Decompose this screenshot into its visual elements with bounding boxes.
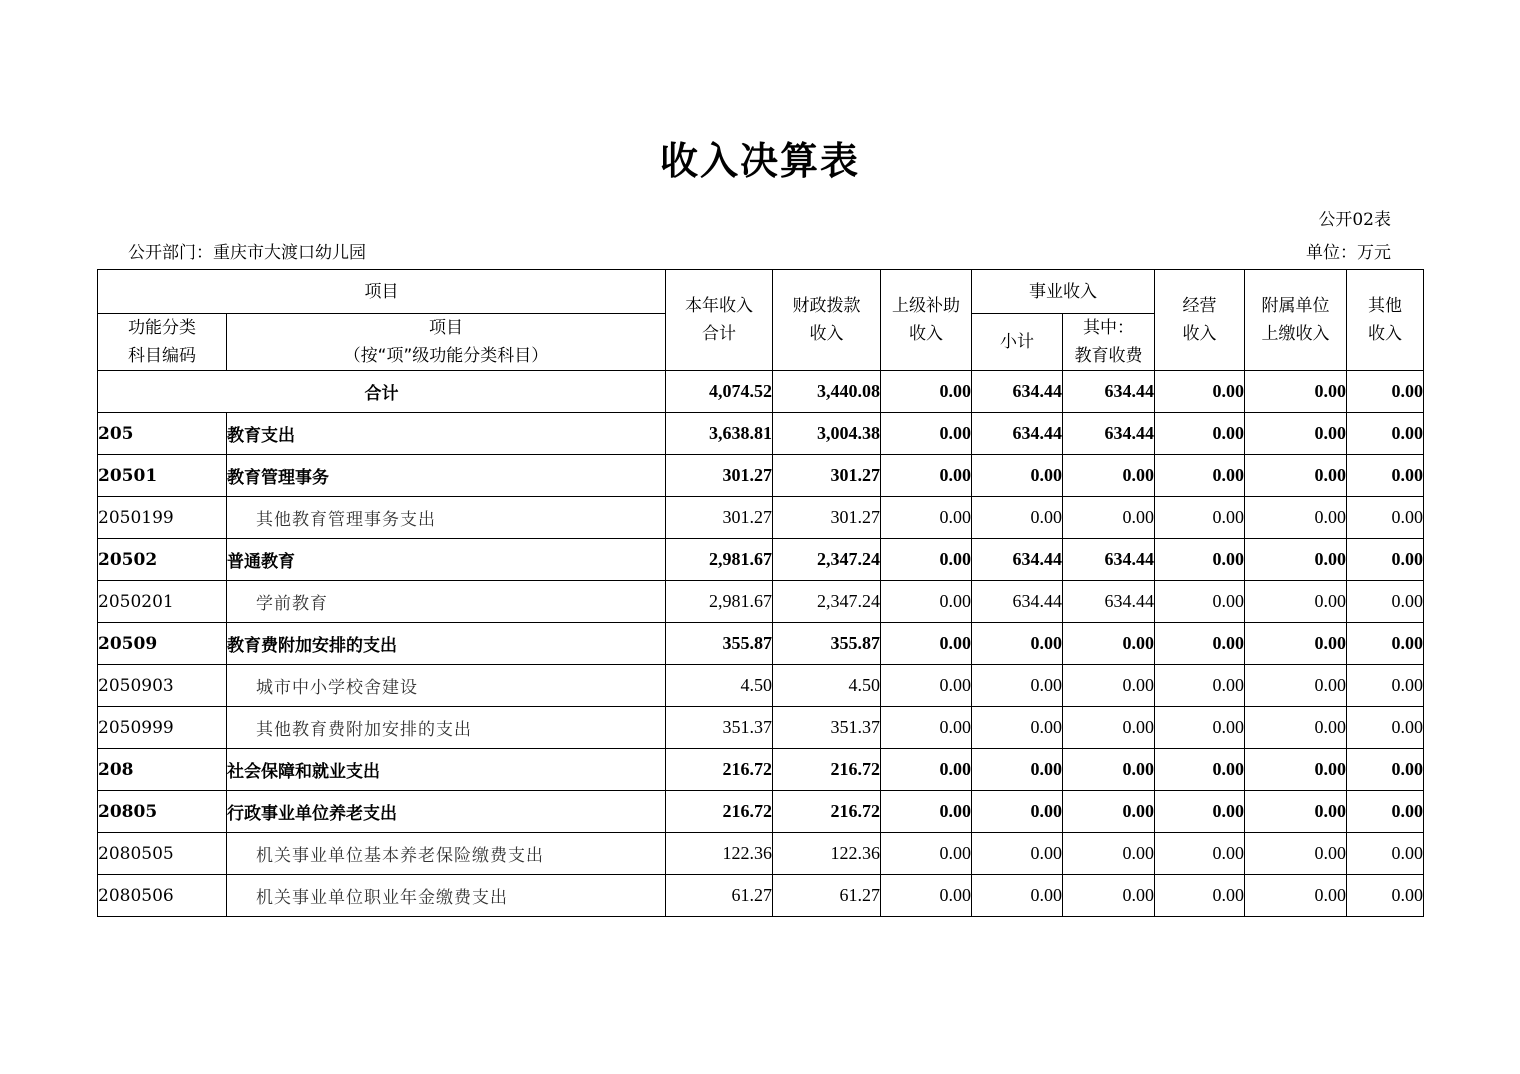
row-value: 0.00 bbox=[1063, 875, 1155, 917]
row-value: 0.00 bbox=[1245, 875, 1347, 917]
total-cell: 634.44 bbox=[1063, 371, 1155, 413]
row-value: 0.00 bbox=[1347, 707, 1424, 749]
header-affiliated-income: 附属单位 上缴收入 bbox=[1245, 270, 1347, 371]
row-value: 0.00 bbox=[881, 875, 972, 917]
income-table bbox=[97, 269, 1424, 917]
row-value: 634.44 bbox=[972, 581, 1063, 623]
row-value: 0.00 bbox=[1347, 875, 1424, 917]
row-value: 0.00 bbox=[1245, 497, 1347, 539]
row-value: 0.00 bbox=[1245, 749, 1347, 791]
total-row bbox=[98, 371, 1424, 413]
row-value: 0.00 bbox=[1155, 749, 1245, 791]
row-value: 61.27 bbox=[773, 875, 881, 917]
row-value: 3,004.38 bbox=[773, 413, 881, 455]
row-value: 0.00 bbox=[1063, 749, 1155, 791]
header-superior-subsidy: 上级补助 收入 bbox=[881, 270, 972, 371]
total-cell: 4,074.52 bbox=[666, 371, 773, 413]
row-value: 0.00 bbox=[1347, 833, 1424, 875]
row-name: 机关事业单位职业年金缴费支出 bbox=[227, 875, 666, 917]
row-value: 0.00 bbox=[1155, 539, 1245, 581]
row-value: 301.27 bbox=[666, 455, 773, 497]
row-value: 0.00 bbox=[1347, 413, 1424, 455]
row-value: 351.37 bbox=[773, 707, 881, 749]
row-value: 0.00 bbox=[1063, 833, 1155, 875]
row-code: 2050999 bbox=[98, 707, 227, 749]
row-value: 0.00 bbox=[1245, 833, 1347, 875]
row-value: 0.00 bbox=[1155, 791, 1245, 833]
header-operating-income: 经营 收入 bbox=[1155, 270, 1245, 371]
total-cell: 0.00 bbox=[1347, 371, 1424, 413]
row-value: 0.00 bbox=[881, 581, 972, 623]
row-value: 0.00 bbox=[972, 665, 1063, 707]
row-name: 其他教育费附加安排的支出 bbox=[227, 707, 666, 749]
row-code: 2080506 bbox=[98, 875, 227, 917]
table-row bbox=[98, 413, 1424, 455]
row-code: 20502 bbox=[98, 539, 227, 581]
row-value: 0.00 bbox=[1347, 665, 1424, 707]
row-code: 205 bbox=[98, 413, 227, 455]
row-value: 0.00 bbox=[1063, 455, 1155, 497]
row-code: 2050903 bbox=[98, 665, 227, 707]
row-value: 0.00 bbox=[972, 623, 1063, 665]
row-value: 0.00 bbox=[1155, 581, 1245, 623]
row-value: 0.00 bbox=[972, 497, 1063, 539]
row-value: 0.00 bbox=[1347, 623, 1424, 665]
row-value: 0.00 bbox=[972, 455, 1063, 497]
table-row bbox=[98, 707, 1424, 749]
row-name: 教育支出 bbox=[227, 413, 666, 455]
row-value: 0.00 bbox=[972, 707, 1063, 749]
table-row bbox=[98, 791, 1424, 833]
total-label: 合计 bbox=[98, 371, 666, 413]
row-value: 0.00 bbox=[1245, 665, 1347, 707]
row-value: 0.00 bbox=[1063, 791, 1155, 833]
table-row bbox=[98, 581, 1424, 623]
row-value: 2,981.67 bbox=[666, 539, 773, 581]
total-cell: 634.44 bbox=[972, 371, 1063, 413]
row-value: 0.00 bbox=[881, 665, 972, 707]
row-value: 355.87 bbox=[773, 623, 881, 665]
header-other-income: 其他 收入 bbox=[1347, 270, 1424, 371]
row-value: 0.00 bbox=[1347, 581, 1424, 623]
row-value: 0.00 bbox=[881, 791, 972, 833]
table-row bbox=[98, 455, 1424, 497]
total-cell: 0.00 bbox=[1245, 371, 1347, 413]
row-value: 2,347.24 bbox=[773, 581, 881, 623]
table-row bbox=[98, 665, 1424, 707]
row-value: 216.72 bbox=[666, 791, 773, 833]
row-code: 2050199 bbox=[98, 497, 227, 539]
row-value: 3,638.81 bbox=[666, 413, 773, 455]
row-value: 0.00 bbox=[1245, 791, 1347, 833]
row-value: 0.00 bbox=[1245, 623, 1347, 665]
row-name: 其他教育管理事务支出 bbox=[227, 497, 666, 539]
row-value: 0.00 bbox=[1245, 539, 1347, 581]
header-edu-fee: 其中： 教育收费 bbox=[1063, 314, 1155, 371]
row-value: 0.00 bbox=[881, 623, 972, 665]
row-code: 2080505 bbox=[98, 833, 227, 875]
row-value: 0.00 bbox=[881, 539, 972, 581]
row-name: 教育管理事务 bbox=[227, 455, 666, 497]
row-name: 机关事业单位基本养老保险缴费支出 bbox=[227, 833, 666, 875]
header-business-income: 事业收入 bbox=[972, 270, 1155, 314]
row-name: 社会保障和就业支出 bbox=[227, 749, 666, 791]
header-item-name: 项目 （按“项”级功能分类科目） bbox=[227, 314, 666, 371]
row-value: 0.00 bbox=[881, 455, 972, 497]
row-name: 教育费附加安排的支出 bbox=[227, 623, 666, 665]
header-item: 项目 bbox=[98, 270, 666, 314]
table-row bbox=[98, 497, 1424, 539]
row-value: 0.00 bbox=[972, 749, 1063, 791]
row-value: 122.36 bbox=[666, 833, 773, 875]
row-value: 0.00 bbox=[972, 875, 1063, 917]
header-subtotal: 小计 bbox=[972, 314, 1063, 371]
row-value: 634.44 bbox=[972, 413, 1063, 455]
row-code: 20509 bbox=[98, 623, 227, 665]
table-number: 公开02表 bbox=[1318, 210, 1391, 230]
row-value: 0.00 bbox=[881, 749, 972, 791]
row-value: 0.00 bbox=[1155, 665, 1245, 707]
row-value: 351.37 bbox=[666, 707, 773, 749]
unit-label: 单位：万元 bbox=[1306, 243, 1391, 263]
table-row bbox=[98, 875, 1424, 917]
row-value: 0.00 bbox=[972, 791, 1063, 833]
row-value: 301.27 bbox=[773, 497, 881, 539]
row-value: 122.36 bbox=[773, 833, 881, 875]
row-value: 0.00 bbox=[1245, 707, 1347, 749]
row-value: 0.00 bbox=[1063, 707, 1155, 749]
row-value: 0.00 bbox=[1347, 791, 1424, 833]
row-value: 4.50 bbox=[666, 665, 773, 707]
row-value: 634.44 bbox=[1063, 413, 1155, 455]
row-value: 0.00 bbox=[881, 707, 972, 749]
page-title: 收入决算表 bbox=[659, 139, 860, 183]
row-value: 0.00 bbox=[1347, 539, 1424, 581]
row-value: 0.00 bbox=[1347, 455, 1424, 497]
row-value: 355.87 bbox=[666, 623, 773, 665]
header-function-code: 功能分类 科目编码 bbox=[98, 314, 227, 371]
row-value: 634.44 bbox=[1063, 581, 1155, 623]
row-value: 2,347.24 bbox=[773, 539, 881, 581]
row-value: 0.00 bbox=[1347, 749, 1424, 791]
total-cell: 3,440.08 bbox=[773, 371, 881, 413]
row-value: 0.00 bbox=[1063, 623, 1155, 665]
row-value: 634.44 bbox=[1063, 539, 1155, 581]
row-value: 4.50 bbox=[773, 665, 881, 707]
department-label: 公开部门：重庆市大渡口幼儿园 bbox=[128, 243, 366, 263]
row-value: 0.00 bbox=[1063, 665, 1155, 707]
row-value: 0.00 bbox=[1155, 497, 1245, 539]
row-value: 216.72 bbox=[773, 749, 881, 791]
row-code: 20805 bbox=[98, 791, 227, 833]
row-value: 61.27 bbox=[666, 875, 773, 917]
row-name: 城市中小学校舍建设 bbox=[227, 665, 666, 707]
row-value: 634.44 bbox=[972, 539, 1063, 581]
row-value: 0.00 bbox=[1063, 497, 1155, 539]
table-body bbox=[98, 371, 1424, 917]
row-value: 0.00 bbox=[1155, 623, 1245, 665]
row-value: 0.00 bbox=[1245, 413, 1347, 455]
row-value: 0.00 bbox=[1155, 413, 1245, 455]
header-fiscal-appropriation: 财政拨款 收入 bbox=[773, 270, 881, 371]
row-value: 0.00 bbox=[1245, 581, 1347, 623]
header-total-income: 本年收入 合计 bbox=[666, 270, 773, 371]
table-row bbox=[98, 623, 1424, 665]
row-name: 行政事业单位养老支出 bbox=[227, 791, 666, 833]
row-value: 216.72 bbox=[773, 791, 881, 833]
row-value: 0.00 bbox=[1155, 875, 1245, 917]
table-row bbox=[98, 749, 1424, 791]
row-value: 0.00 bbox=[881, 833, 972, 875]
row-code: 20501 bbox=[98, 455, 227, 497]
row-value: 216.72 bbox=[666, 749, 773, 791]
row-code: 2050201 bbox=[98, 581, 227, 623]
total-cell: 0.00 bbox=[881, 371, 972, 413]
row-code: 208 bbox=[98, 749, 227, 791]
table-row bbox=[98, 539, 1424, 581]
row-value: 301.27 bbox=[773, 455, 881, 497]
row-value: 0.00 bbox=[1155, 833, 1245, 875]
row-value: 0.00 bbox=[881, 497, 972, 539]
row-value: 0.00 bbox=[1245, 455, 1347, 497]
row-value: 0.00 bbox=[881, 413, 972, 455]
table-row bbox=[98, 833, 1424, 875]
total-cell: 0.00 bbox=[1155, 371, 1245, 413]
row-value: 2,981.67 bbox=[666, 581, 773, 623]
row-name: 普通教育 bbox=[227, 539, 666, 581]
row-value: 0.00 bbox=[1347, 497, 1424, 539]
row-value: 0.00 bbox=[972, 833, 1063, 875]
row-name: 学前教育 bbox=[227, 581, 666, 623]
row-value: 0.00 bbox=[1155, 707, 1245, 749]
row-value: 0.00 bbox=[1155, 455, 1245, 497]
row-value: 301.27 bbox=[666, 497, 773, 539]
